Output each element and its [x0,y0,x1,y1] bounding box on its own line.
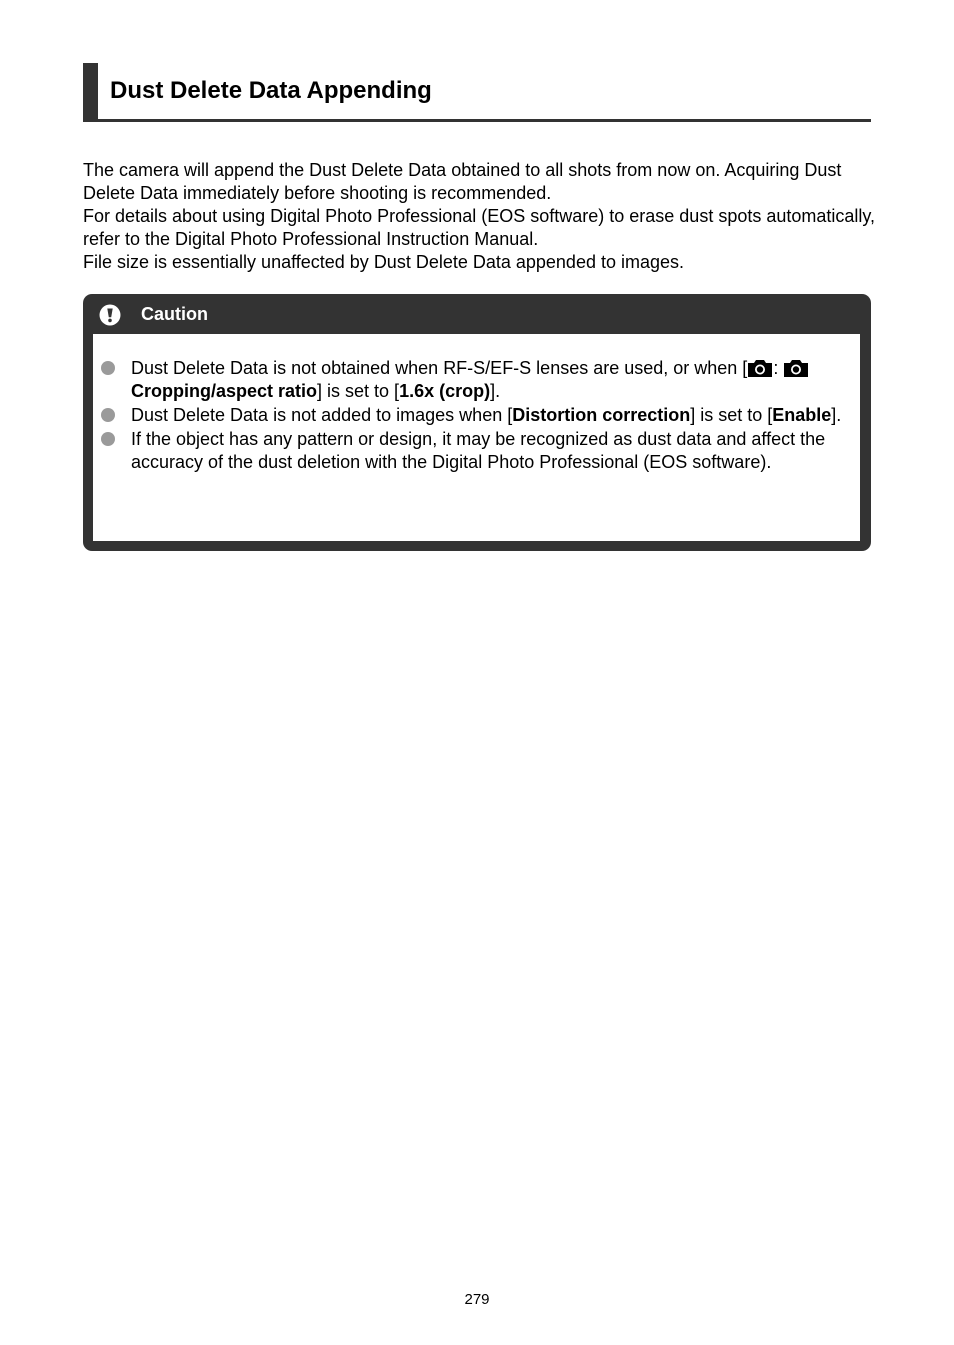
setting-value: Enable [772,405,832,425]
camera-icon [783,358,809,378]
list-item: If the object has any pattern or design, it may be recognized as dust data and affect the accuracy of the dust deletion with the Digital Photo Professional (EOS software). [93,428,860,474]
exclamation-icon [99,304,121,326]
menu-item-name: Distortion correction [512,405,691,425]
caution-title: Caution [141,304,208,324]
paragraph: For details about using Digital Photo Professional (EOS software) to erase dust spots automatically, refer to the Digital Photo Professional Instruction Manual. [83,206,876,249]
section-heading [83,63,871,122]
caution-content [93,334,860,541]
setting-value: 1.6x (crop) [399,381,491,401]
body-text [83,159,883,274]
page-number: 279 [464,1291,490,1308]
bullet-icon [101,408,115,422]
camera-icon [747,358,773,378]
caution-box [83,294,871,551]
caution-header [83,294,871,334]
menu-item-name: Cropping/aspect ratio [131,381,318,401]
page-title: Dust Delete Data Appending [110,77,432,104]
caution-list [93,357,860,475]
paragraph: The camera will append the Dust Delete Data obtained to all shots from now on. Acquiring Dust Delete Data immediately before shooting is recommended. [83,160,842,203]
list-item: Dust Delete Data is not added to images when [Distortion correction] is set to [Enable]. [93,404,860,427]
bullet-icon [101,361,115,375]
bullet-icon [101,432,115,446]
list-item: Dust Delete Data is not obtained when RF-S/EF-S lenses are used, or when [ : Cropping/aspect ratio] is set to [1.6x (crop)]. [93,357,860,403]
paragraph: File size is essentially unaffected by Dust Delete Data appended to images. [83,252,685,272]
heading-accent-bar [83,63,98,122]
